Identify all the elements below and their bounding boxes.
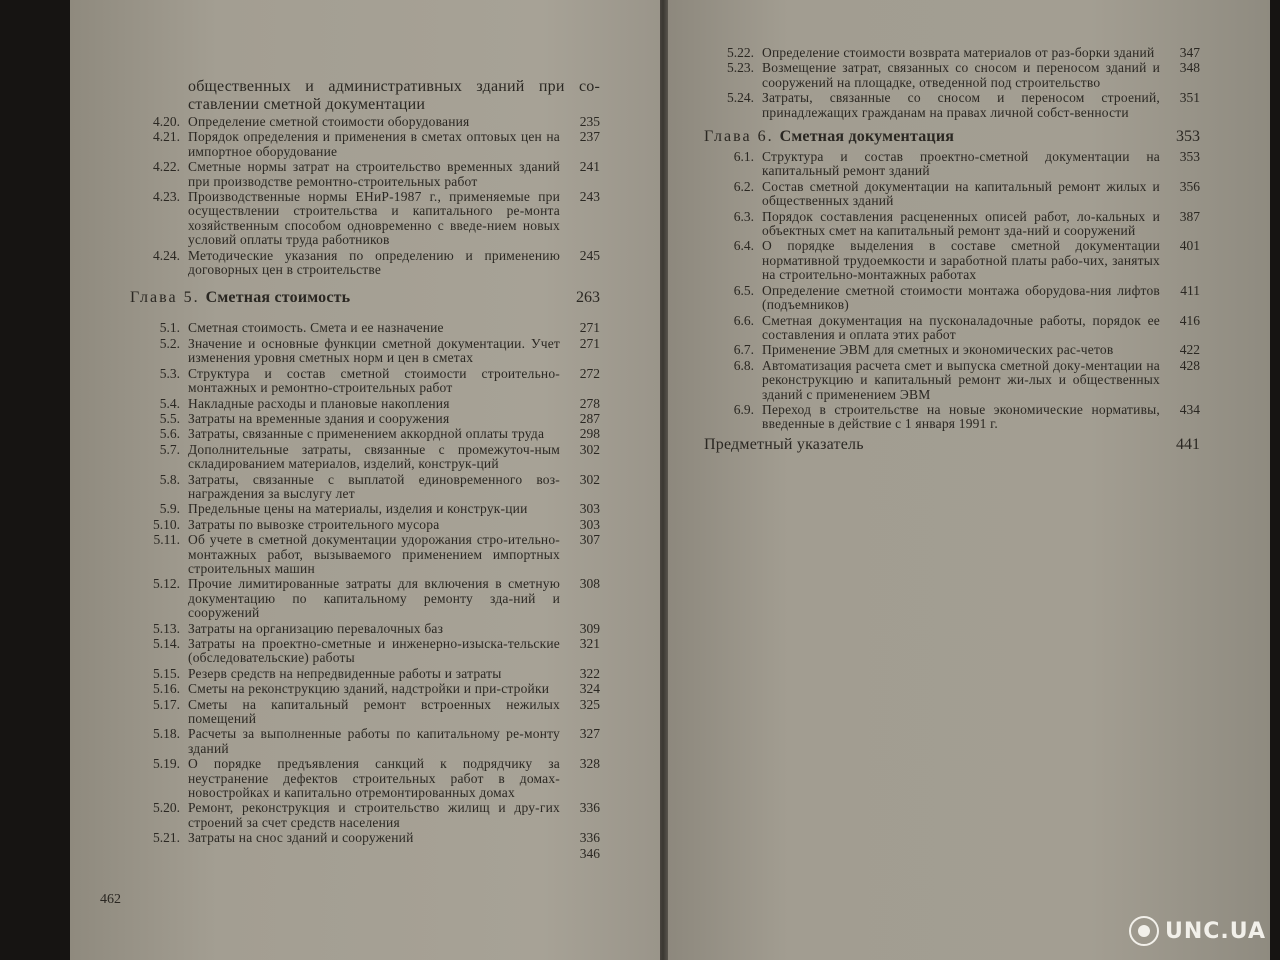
toc-entry-title: Порядок определения и применения в сметах оптовых цен на импортное оборудование <box>188 129 560 159</box>
toc-entry-number: 5.2. <box>159 335 180 351</box>
toc-entry-number: 5.14. <box>153 636 180 651</box>
subject-index-entry <box>704 436 1200 454</box>
chapter-label: Глава 6. <box>704 128 774 146</box>
toc-entry-number: 6.9. <box>733 401 754 417</box>
toc-entry <box>130 801 600 830</box>
toc-entry-title: Затраты на снос зданий и сооружений <box>188 830 414 846</box>
toc-entry <box>704 343 1200 357</box>
chapter-page: 353 <box>1176 128 1200 146</box>
toc-entry <box>130 427 600 441</box>
toc-entry-title: Переход в строительстве на новые экономические нормативы, введенные в действие с 1 января 1991 г. <box>762 401 1160 432</box>
toc-list-right-before <box>704 46 1200 120</box>
toc-entry-page: 241 <box>579 159 600 175</box>
toc-entry-title: Производственные нормы ЕНиР-1987 г., применяемые при осуществлении строительства и капитального ре-монта хозяйственным способом одновременно с введе-нием новых условий оплаты труда работников <box>188 189 560 248</box>
toc-entry-page: 428 <box>1179 357 1200 373</box>
toc-entry-page: 309 <box>579 620 600 636</box>
toc-entry-number: 5.19. <box>153 756 180 772</box>
toc-entry-title: Накладные расходы и плановые накопления <box>188 395 450 411</box>
toc-entry-number: 4.20. <box>153 114 180 129</box>
toc-entry-number: 5.16. <box>153 681 180 697</box>
toc-entry-number: 5.5. <box>159 410 180 426</box>
toc-entry-title: Ремонт, реконструкция и строительство жилищ и дру-гих строений за счет средств населения <box>188 800 560 830</box>
toc-entry-number: 6.8. <box>733 357 754 373</box>
toc-entry <box>130 321 600 335</box>
toc-entry-title: Дополнительные затраты, связанные с промежуточ-ным складированием материалов, изделий, конструк-ций <box>188 441 560 472</box>
toc-entry-title: Значение и основные функции сметной документации. Учет изменения уровня сметных норм и цен в сметах <box>188 335 560 366</box>
toc-entry-title: Расчеты за выполненные работы по капитальному ре-монту зданий <box>188 726 560 756</box>
toc-entry <box>704 150 1200 179</box>
toc-entry-title: Методические указания по определению и применению договорных цен в строительстве <box>188 247 560 278</box>
toc-entry <box>130 757 600 800</box>
toc-entry-title: О порядке предъявления санкций к подрядчику за неустранение дефектов строительных работ в домах-новостройках и капитально отремонтированных домах <box>188 756 560 801</box>
toc-entry <box>704 284 1200 313</box>
toc-entry-number: 6.3. <box>733 208 754 224</box>
toc-entry <box>130 367 600 396</box>
toc-entry-number: 5.21. <box>153 830 180 846</box>
toc-entry-page: 327 <box>579 726 600 742</box>
toc-entry <box>130 397 600 411</box>
toc-entry-number: 5.11. <box>153 532 180 548</box>
toc-entry-number: 5.10. <box>153 516 180 532</box>
toc-entry-page: 321 <box>579 636 600 651</box>
toc-entry <box>704 359 1200 402</box>
toc-entry-page: 302 <box>579 471 600 487</box>
toc-entry-title: Прочие лимитированные затраты для включения в сметную документацию по капитальному ремонту зда-ний и сооружений <box>188 576 560 621</box>
chapter-heading-6 <box>704 128 1200 146</box>
toc-entry-title: Возмещение затрат, связанных со сносом и переносом зданий и сооружений на площадке, отведенной под строительство <box>762 60 1160 90</box>
toc-entry <box>130 443 600 472</box>
toc-entry-number: 5.8. <box>159 471 180 487</box>
toc-entry-title: Порядок составления расцененных описей работ, ло-кальных и объектных смет на капитальный ремонт зда-ний и сооружений <box>762 208 1160 239</box>
toc-entry-title: Сметная документация на пусконаладочные работы, порядок ее составления и оплата этих работ <box>762 312 1160 342</box>
toc-entry-page: 272 <box>579 365 600 381</box>
toc-entry-page: 298 <box>579 426 600 442</box>
toc-entry-page: 353 <box>1179 149 1200 165</box>
snowflake-logo-icon <box>1129 916 1159 946</box>
watermark-text: UNC.UA <box>1165 918 1266 944</box>
toc-entry-page: 235 <box>579 114 600 129</box>
toc-entry <box>130 412 600 426</box>
toc-entry <box>130 473 600 502</box>
toc-entry <box>130 249 600 278</box>
subject-index-title: Предметный указатель <box>704 435 864 453</box>
toc-entry <box>704 91 1200 120</box>
toc-entry-title: О порядке выделения в составе сметной документации нормативной трудоемкости и заработной платы рабо-чих, занятых на строительно-монтажных работах <box>762 238 1160 283</box>
toc-entry-number: 5.6. <box>159 426 180 442</box>
toc-entry <box>704 239 1200 282</box>
toc-entry-page: 325 <box>579 696 600 712</box>
toc-entry-page: 351 <box>1179 90 1200 106</box>
toc-entry <box>130 502 600 516</box>
toc-entry <box>130 682 600 696</box>
toc-entry-page: 278 <box>579 395 600 411</box>
toc-entry-number: 5.7. <box>159 441 180 457</box>
toc-entry-title: Сметы на реконструкцию зданий, надстройки и при-стройки <box>188 681 550 697</box>
toc-entry <box>130 622 600 636</box>
toc-entry-number: 6.2. <box>733 178 754 194</box>
toc-entry-page: 324 <box>579 681 600 697</box>
toc-entry-number: 5.4. <box>159 395 180 411</box>
subject-index-page: 441 <box>1176 435 1200 453</box>
toc-entry-title: Структура и состав проектно-сметной документации на капитальный ремонт зданий <box>762 149 1160 179</box>
toc-entry-title: Автоматизация расчета смет и выпуска сметной доку-ментации на реконструкцию и капитальный ремонт жи-лых и общественных зданий с применением ЭВМ <box>762 357 1160 402</box>
toc-entry-page: 307 <box>579 532 600 548</box>
toc-entry-title: Применение ЭВМ для сметных и экономических рас-четов <box>762 342 1114 358</box>
toc-entry-title: Затраты на временные здания и сооружения <box>188 410 450 426</box>
toc-entry-number: 5.20. <box>153 800 180 816</box>
toc-entry-page: 434 <box>1179 401 1200 417</box>
toc-entry-number: 4.24. <box>153 247 180 263</box>
toc-entry-number: 6.5. <box>733 282 754 298</box>
toc-entry <box>130 831 600 845</box>
toc-entry-page: 237 <box>579 129 600 145</box>
toc-entry-number: 5.3. <box>159 365 180 381</box>
toc-list-chapter-5 <box>130 321 600 861</box>
toc-tail-page: 346 <box>579 845 600 861</box>
toc-entry-number: 4.23. <box>153 189 180 205</box>
toc-entry-page: 302 <box>579 441 600 457</box>
toc-entry-title: Сметная стоимость. Смета и ее назначение <box>188 320 444 336</box>
toc-entry-page: 303 <box>579 501 600 517</box>
toc-entry-title: Определение сметной стоимости монтажа оборудова-ния лифтов (подъемников) <box>762 282 1160 313</box>
toc-entry-number: 5.1. <box>159 320 180 336</box>
toc-entry <box>704 314 1200 343</box>
toc-entry-number: 5.9. <box>159 501 180 517</box>
toc-entry-title: Затраты на проектно-сметные и инженерно-изыска-тельские (обследовательские) работы <box>188 636 560 666</box>
toc-entry-number: 5.12. <box>153 576 180 592</box>
chapter-title: Сметная документация <box>779 128 955 146</box>
toc-entry-page: 336 <box>579 800 600 816</box>
toc-entry-page: 271 <box>579 320 600 336</box>
toc-entry <box>704 210 1200 239</box>
toc-entry <box>130 727 600 756</box>
toc-entry-title: Резерв средств на непредвиденные работы и затраты <box>188 665 502 681</box>
toc-entry <box>130 190 600 248</box>
toc-entry-page: 308 <box>579 576 600 592</box>
toc-entry-page: 401 <box>1179 238 1200 254</box>
toc-entry-number: 5.18. <box>153 726 180 742</box>
toc-entry-title: Затраты, связанные с применением аккордной оплаты труда <box>188 426 545 442</box>
right-page <box>668 0 1270 960</box>
toc-entry <box>704 180 1200 209</box>
toc-entry-page: 411 <box>1180 282 1200 298</box>
toc-entry-title: Затраты, связанные со сносом и переносом строений, принадлежащих гражданам на правах личной собст-венности <box>762 90 1160 120</box>
toc-entry-page: 322 <box>579 665 600 681</box>
toc-list-left-before <box>130 115 600 277</box>
toc-entry-title: Структура и состав сметной стоимости строительно-монтажных и ремонтно-строительных работ <box>188 365 560 396</box>
toc-continuation <box>130 78 600 114</box>
toc-entry <box>130 115 600 129</box>
toc-entry-page: 328 <box>579 756 600 772</box>
toc-entry-page: 287 <box>579 410 600 426</box>
toc-entry-page: 416 <box>1179 312 1200 328</box>
toc-entry-page: 356 <box>1179 178 1200 194</box>
toc-entry-page: 245 <box>579 247 600 263</box>
toc-entry-number: 5.22. <box>727 45 754 60</box>
toc-entry <box>130 518 600 532</box>
toc-entry-number: 5.13. <box>153 620 180 636</box>
toc-continuation-text: общественных и административных зданий при со-ставлении сметной документации <box>188 78 600 113</box>
toc-entry <box>704 46 1200 60</box>
toc-entry <box>704 61 1200 90</box>
toc-entry-number: 5.15. <box>153 665 180 681</box>
toc-entry <box>130 577 600 620</box>
toc-entry <box>130 533 600 576</box>
toc-entry-page: 347 <box>1179 45 1200 60</box>
left-page <box>70 0 660 960</box>
toc-entry-page: 336 <box>579 830 600 846</box>
toc-entry-number: 6.4. <box>733 238 754 254</box>
toc-entry-title: Сметные нормы затрат на строительство временных зданий при производстве ремонтно-строительных работ <box>188 159 560 189</box>
toc-entry-number: 6.1. <box>733 149 754 165</box>
toc-entry-title: Определение стоимости возврата материалов от раз-борки зданий <box>762 45 1155 60</box>
chapter-title: Сметная стоимость <box>205 289 351 307</box>
toc-entry <box>130 847 600 861</box>
toc-entry-number: 5.23. <box>727 60 754 76</box>
toc-entry-title: Затраты, связанные с выплатой единовременного воз-награждения за выслугу лет <box>188 471 560 501</box>
toc-entry-title: Об учете в сметной документации удорожания стро-ительно-монтажных работ, вызываемого применением импортных строительных машин <box>188 532 560 576</box>
toc-entry-number: 4.22. <box>153 159 180 175</box>
toc-entry-title: Определение сметной стоимости оборудования <box>188 114 470 129</box>
toc-entry-page: 387 <box>1179 208 1200 224</box>
toc-entry <box>130 160 600 189</box>
toc-entry-title: Затраты по вывозке строительного мусора <box>188 516 440 532</box>
toc-entry-number: 6.6. <box>733 312 754 328</box>
toc-entry <box>704 403 1200 432</box>
toc-entry-number: 4.21. <box>153 129 180 145</box>
toc-entry-number: 6.7. <box>733 342 754 358</box>
toc-entry <box>130 130 600 159</box>
toc-entry-page: 422 <box>1179 342 1200 358</box>
toc-entry-title: Состав сметной документации на капитальный ремонт жилых и общественных зданий <box>762 178 1160 209</box>
toc-entry <box>130 337 600 366</box>
page-number: 462 <box>100 892 121 907</box>
chapter-page: 263 <box>576 289 600 307</box>
toc-entry-number: 5.24. <box>727 90 754 106</box>
toc-entry-title: Предельные цены на материалы, изделия и конструк-ции <box>188 501 528 517</box>
toc-entry <box>130 698 600 727</box>
chapter-heading-5 <box>130 289 600 307</box>
toc-entry-title: Сметы на капитальный ремонт встроенных нежилых помещений <box>188 696 560 727</box>
watermark-logo <box>1129 916 1266 946</box>
chapter-label: Глава 5. <box>130 289 200 307</box>
toc-list-chapter-6 <box>704 150 1200 432</box>
toc-entry-title: Затраты на организацию перевалочных баз <box>188 620 444 636</box>
toc-entry-page: 348 <box>1179 60 1200 76</box>
toc-entry-page: 271 <box>579 335 600 351</box>
toc-entry <box>130 637 600 666</box>
toc-entry-page: 243 <box>579 189 600 205</box>
toc-entry-number: 5.17. <box>153 696 180 712</box>
toc-entry-page: 303 <box>579 516 600 532</box>
toc-entry <box>130 667 600 681</box>
